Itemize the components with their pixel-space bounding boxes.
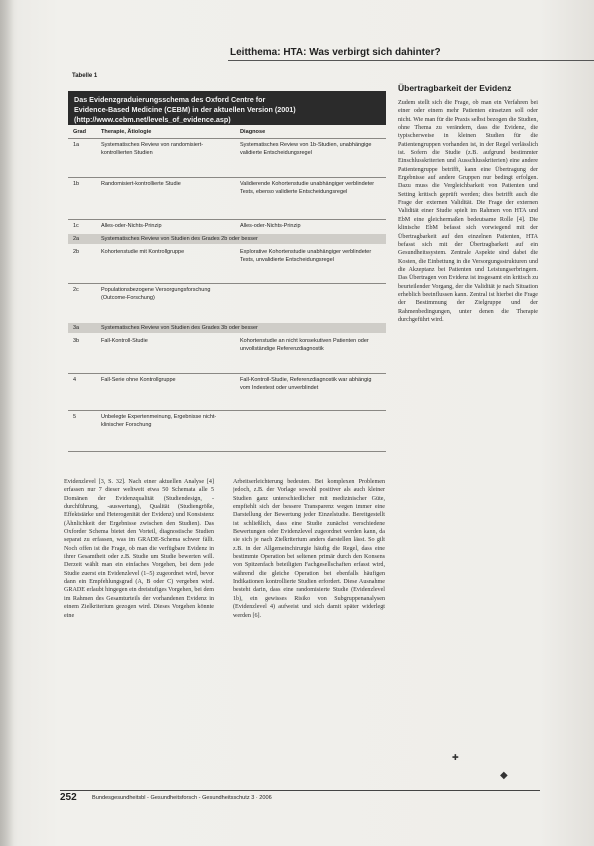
cell-grade: 2a [73,236,80,242]
cell-diagnosis: Systematisches Review von 1b-Studien, unabhängige validierte Entscheidungsregel [240,142,372,156]
cell-therapy: Alles-oder-Nichts-Prinzip [101,223,162,229]
cell-grade: 1b [73,181,80,187]
table-rule [68,373,386,374]
text-column-left [64,478,214,778]
body-paragraph: Arbeitserleichterung bedeuten. Bei komplexen Problemen jedoch, z.B. der Vorlage sowohl positiver als auch kleiner Studien ganz unterschiedlicher mit medizinischer Güte, empfiehlt sich der bessere Transparenz wegen immer eine Darstellung der Bewertung jeder Einzelstudie. Bereitgestellt ist schließlich, dass eine Studie zunächst verschiedene Bewertungen oder Evidenzlevel zugeordnet werden kann, da sie sich je nach Zielkriterium anders darstellen lässt. So gilt z.B. in der Allgemeinchirurgie häufig die Regel, dass eine bestimmte Operation bei seltenen primär durch den Konsens von Spitzenfach beteiligten Fachgesellschaften erfasst wird, während die gleiche Operation bei ebenfalls häufigen Indikationen kontrollierte Studien erfordert. Diese Ausnahme besteht darin, dass eine randomisierte Studie (Evidenzlevel 1b), ein gewisses Risiko von Subgruppenanalysen (Evidenzlevel 4) aufweist und sich damit später widerlegt werden [6]. [233,479,385,619]
table-row [68,141,386,175]
table-row [68,222,386,232]
cell-therapy: Systematisches Review von Studien des Grades 3b oder besser [101,325,258,331]
cell-diagnosis: Fall-Kontroll-Studie, Referenzdiagnostik war abhängig vom Indextest oder unverblindet [240,377,372,391]
text-column-right [398,99,538,779]
cell-diagnosis: Alles-oder-Nichts-Prinzip [240,223,301,229]
cell-diagnosis: Kohortenstudie an nicht konsekutiven Patienten oder unvollständige Referenzdiagnostik [240,338,369,352]
table-row [68,323,386,333]
page-number: 252 [60,792,77,803]
cell-therapy: Populationsbezogene Versorgungsforschung (Outcome-Forschung) [101,287,211,301]
cell-therapy: Randomisiert-kontrollierte Studie [101,181,181,187]
text-column-middle [233,478,385,778]
table-row [68,234,386,244]
header-rule [228,60,594,61]
table-rule [68,177,386,178]
body-paragraph: Evidenzlevel [3, S. 32]. Nach einer aktuellen Analyse [4] erfassen nur 7 dieser weltweit etwa 50 Schemata alle 5 Domänen der Evidenzqualität (Studiendesign, -durchführung, -auswertung), Qualität (Studiengröße, Effektstärke und Heterogenität der Evidenz) und Konsistenz (Ähnlichkeit der Ergebnisse zwischen den Studien). Das Oxforder Schema bietet den Vorteil, diagnostische Studien separat zu erfassen, was im GRADE-Schema schwer fällt. Noch offen ist die Frage, ob man die verfügbare Evidenz in ihrer Gesamtheit oder z.B. Studie um Studie bewerten will. Derzeit wählt man ein einfaches Vorgehen, bei dem jede Studie zuerst ein Evidenzlevel (1–5) zugeordnet wird, bevor dann ein Empfehlungsgrad (A, B oder C) vergeben wird. GRADE erlaubt hingegen ein dreistufiges Vorgehen, bei dem im Rahmen des Gesamturteils der vorhandenen Evidenz in einem Zielkriterium gezogen wird. Dieses Vorgehen könnte eine [64,479,214,619]
cell-diagnosis: Validierende Kohortenstudie unabhängiger verblindeter Tests, ebenso validierte Entscheidungsregel [240,181,375,195]
table-rule [68,219,386,220]
table-title-line: (http://www.cebm.net/levels_of_evidence.asp) [74,115,231,124]
table-rule [68,283,386,284]
table-row [68,180,386,220]
cell-therapy: Unbelegte Expertenmeinung, Ergebnisse nicht-klinischer Forschung [101,414,217,428]
table-row [68,286,386,316]
section-heading: Übertragbarkeit der Evidenz [398,83,512,93]
table-row [68,413,386,447]
cell-grade: 1c [73,223,79,229]
cell-therapy: Systematisches Review von Studien des Grades 2b oder besser [101,236,258,242]
cell-therapy: Systematisches Review von randomisiert-kontrollierten Studien [101,142,204,156]
column-header-therapy: Therapie, Ätiologie [101,129,152,135]
cell-therapy: Fall-Serie ohne Kontrollgruppe [101,377,176,383]
cell-grade: 5 [73,414,77,420]
cell-therapy: Fall-Kontroll-Studie [101,338,148,344]
cell-grade: 3a [73,325,80,331]
page-edge-shadow [0,0,14,846]
cell-grade: 1a [73,142,80,148]
table-rule [68,451,386,452]
cell-grade: 2c [73,287,79,293]
table-rule [68,410,386,411]
cell-grade: 4 [73,377,77,383]
table-row [68,248,386,282]
table-row [68,376,386,408]
running-head: Leitthema: HTA: Was verbirgt sich dahinter? [230,47,441,58]
column-header-grade: Grad [73,129,87,135]
journal-footer: Bundesgesundheitsbl - Gesundheitsforsch - Gesundheitsschutz 3 · 2006 [92,795,272,801]
scan-mark-icon: ◆ [500,770,508,781]
table-label: Tabelle 1 [72,73,98,79]
table-title-line: Das Evidenzgraduierungsschema des Oxford Centre for [74,95,266,104]
cell-diagnosis: Explorative Kohortenstudie unabhängiger verblindeter Tests, unvalidierte Entscheidungsregel [240,249,372,263]
column-header-diagnosis: Diagnose [240,129,266,135]
table-title-line: Evidence-Based Medicine (CEBM) in der aktuellen Version (2001) [74,105,296,114]
table-row [68,337,386,371]
body-paragraph: Zudem stellt sich die Frage, ob man ein Verfahren bei einer oder einem mehr Patienten einsetzen soll oder nicht. Wie man für die Praxis selbst bezogen die Studien, ohne Thema zu verändern, dass die Evidenz, die typischerweise in kleinen Studien für die Patientengruppen vorhanden ist, in der Regel verlässlich ist. Sofern die Studie (z.B. aufgrund bestimmter Einschlusskriterien und Ausschlusskriterien) eine andere Patientengruppe betrifft, kann eine Übertragung der Ergebnisse auf andere Gruppen nur bedingt erfolgen. Dazu muss die Vergleichbarkeit von Patienten und Setting kritisch geprüft werden; dies betrifft auch die Frage der externen Validität. Die Frage der externen Validität einer Studie spielt im Rahmen von HTA und EbM eine gleichermaßen bedeutsame Rolle [4]. Die klinische EbM befasst sich vorwiegend mit der Übertragbarkeit auf den einzelnen Patienten, HTA befasst sich mit der Übertragbarkeit auf ein Gesundheitssystem. Zentrale Aspekte sind dabei die Kosten, die Einbettung in die Versorgungsstrukturen und die Akzeptanz bei Patienten und Leistungserbringern. Das Übertragen von Evidenz ist insgesamt ein kritisch zu beurteilender Vorgang, der die Validität je nach Situation erheblich beeinflussen kann. Zentral ist hierbei die Frage der Bestimmung der Zielgruppe und der Rahmenbedingungen, unter denen die Therapie durchgeführt wird. [398,100,538,323]
table-rule [68,138,386,139]
cell-therapy: Kohortenstudie mit Kontrollgruppe [101,249,185,255]
scan-mark-icon: ✚ [452,753,459,762]
table-title [68,91,386,125]
cell-grade: 2b [73,249,80,255]
footer-rule [60,790,540,791]
cell-grade: 3b [73,338,80,344]
